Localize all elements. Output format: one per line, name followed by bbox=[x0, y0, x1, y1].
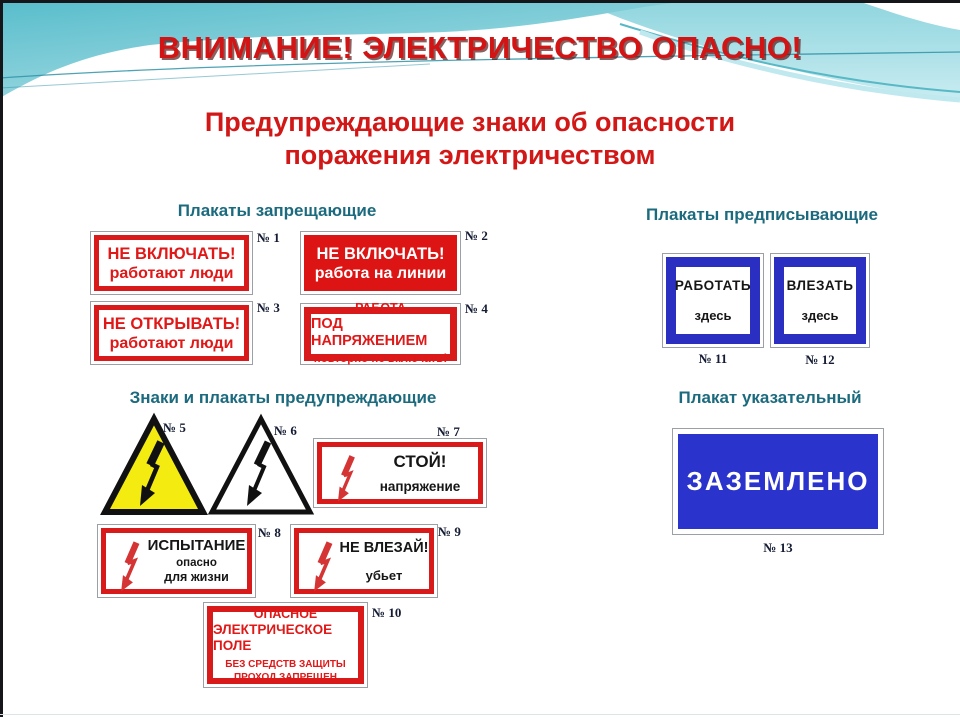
subtitle-line-1: Предупреждающие знаки об опасности bbox=[204, 107, 736, 137]
sign-10-line2: ЭЛЕКТРИЧЕСКОЕ ПОЛЕ bbox=[213, 621, 333, 653]
sign-12-number: № 12 bbox=[805, 352, 835, 367]
sign-8-number: № 8 bbox=[258, 525, 281, 540]
sign-6-number: № 6 bbox=[274, 423, 297, 438]
high-voltage-triangle-white-icon bbox=[207, 412, 315, 518]
sign-13-line1: ЗАЗЕМЛЕНО bbox=[686, 466, 870, 496]
lightning-bolt-icon bbox=[115, 539, 149, 595]
lightning-bolt-icon bbox=[308, 539, 342, 595]
sign-8-line1: ИСПЫТАНИЕ bbox=[147, 537, 246, 554]
section-heading-indicating: Плакат указательный bbox=[678, 388, 862, 407]
sign-12-line2: здесь bbox=[801, 308, 839, 323]
sign-13-number: № 13 bbox=[763, 540, 793, 555]
sign-plate-10 bbox=[203, 602, 368, 688]
slide-edge-top bbox=[0, 0, 960, 3]
sign-10-line3: БЕЗ СРЕДСТВ ЗАЩИТЫ bbox=[225, 658, 346, 670]
page-subtitle bbox=[0, 106, 940, 172]
sign-10-number: № 10 bbox=[372, 605, 402, 620]
subtitle-line-2: поражения электричеством bbox=[284, 140, 656, 170]
sign-1-line1: НЕ ВКЛЮЧАТЬ! bbox=[107, 244, 236, 263]
sign-plate-8 bbox=[97, 524, 256, 598]
sign-plate-7 bbox=[313, 438, 487, 508]
sign-3-line1: НЕ ОТКРЫВАТЬ! bbox=[102, 314, 241, 333]
sign-7-number: № 7 bbox=[437, 424, 460, 439]
sign-9-line1: НЕ ВЛЕЗАЙ! bbox=[339, 539, 429, 556]
sign-plate-12 bbox=[770, 253, 870, 348]
sign-11-line2: здесь bbox=[694, 308, 732, 323]
sign-10-line4: ПРОХОД ЗАПРЕЩЕН bbox=[233, 671, 338, 683]
sign-1-line2: работают люди bbox=[109, 264, 234, 282]
sign-4-line1: РАБОТА bbox=[355, 301, 406, 315]
sign-2-line2: работа на линии bbox=[314, 264, 447, 282]
sign-plate-4 bbox=[300, 303, 461, 365]
sign-4-line2: ПОД НАПРЯЖЕНИЕМ bbox=[311, 316, 428, 349]
sign-1-number: № 1 bbox=[257, 230, 280, 245]
sign-4-number: № 4 bbox=[465, 301, 488, 316]
sign-2-number: № 2 bbox=[465, 228, 488, 243]
sign-5-number: № 5 bbox=[163, 420, 186, 435]
sign-7-line2: напряжение bbox=[379, 478, 461, 494]
lightning-bolt-icon bbox=[331, 453, 365, 505]
sign-plate-11 bbox=[662, 253, 764, 348]
sign-plate-2 bbox=[300, 231, 461, 295]
sign-plate-13 bbox=[672, 428, 884, 535]
sign-8-line2: опасно bbox=[176, 557, 217, 569]
slide-edge-bottom bbox=[0, 714, 960, 715]
sign-7-line1: СТОЙ! bbox=[393, 451, 447, 471]
sign-plate-3 bbox=[90, 301, 253, 365]
sign-10-line1: ОПАСНОЕ bbox=[253, 606, 318, 621]
sign-9-number: № 9 bbox=[438, 524, 461, 539]
sign-11-number: № 11 bbox=[698, 351, 728, 366]
sign-3-line2: работают люди bbox=[109, 334, 234, 352]
high-voltage-triangle-yellow-icon bbox=[100, 412, 208, 518]
sign-8-line3: для жизни bbox=[164, 570, 229, 584]
sign-4-line3: повторно не включать! bbox=[313, 353, 448, 365]
section-heading-prescribing: Плакаты предписывающие bbox=[645, 205, 879, 224]
sign-plate-9 bbox=[290, 524, 438, 598]
section-heading-prohibiting: Плакаты запрещающие bbox=[177, 201, 377, 220]
sign-12-line1: ВЛЕЗАТЬ bbox=[786, 278, 854, 293]
sign-plate-1 bbox=[90, 231, 253, 295]
page-title: ВНИМАНИЕ! ЭЛЕКТРИЧЕСТВО ОПАСНО! bbox=[157, 30, 803, 65]
sign-3-number: № 3 bbox=[257, 300, 280, 315]
sign-2-line1: НЕ ВКЛЮЧАТЬ! bbox=[316, 244, 445, 263]
sign-11-line1: РАБОТАТЬ bbox=[674, 278, 752, 293]
section-heading-warning: Знаки и плакаты предупреждающие bbox=[129, 388, 437, 407]
sign-9-line2: убьет bbox=[365, 567, 403, 583]
